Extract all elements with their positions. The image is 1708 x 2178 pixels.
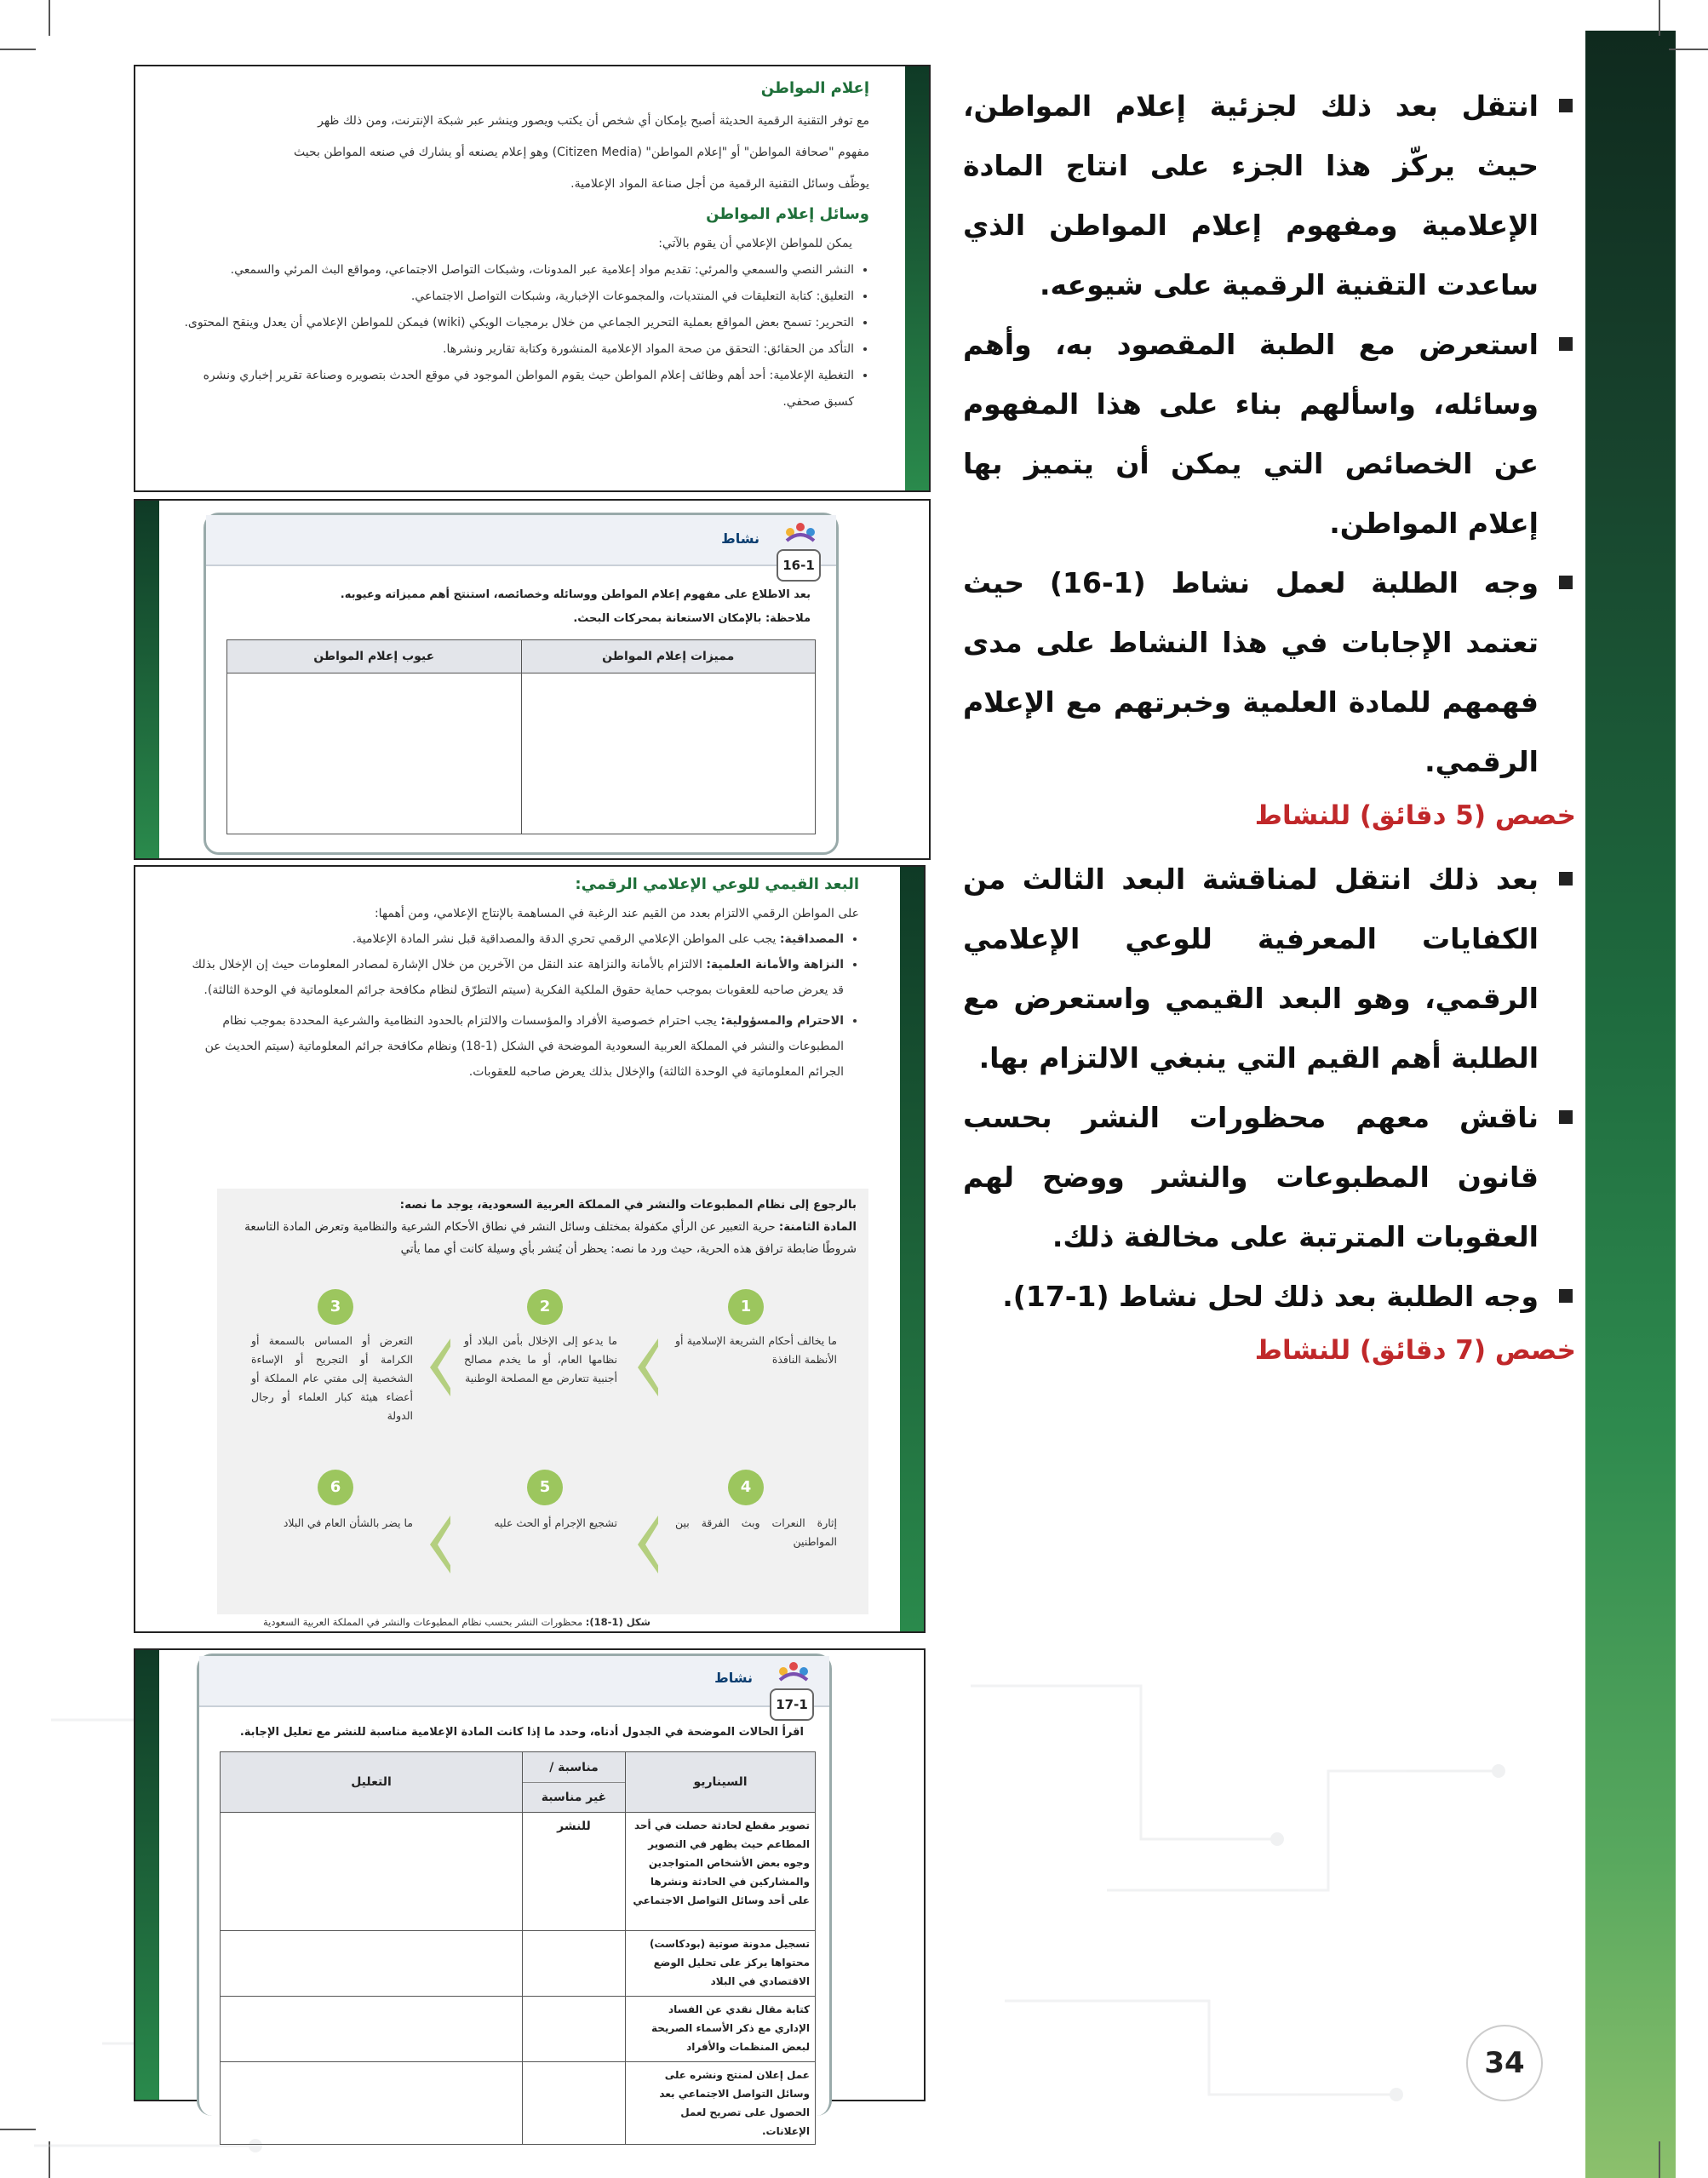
page-edge-bar [135, 501, 159, 858]
answer-cell[interactable] [523, 1931, 626, 1997]
step-number: 3 [318, 1289, 353, 1325]
textbook-excerpt-value-dimension [134, 865, 926, 1633]
page-edge-bar [905, 66, 929, 490]
prohibition-text: التعرض أو المساس بالسمعة أو الكرامة أو التجريح أو الإساءة الشخصية إلى مفتي عام المملكة أو أعضاء هيئة كبار العلماء أو رجال الدولة [251, 1334, 413, 1422]
list-item: • التغطية الإعلامية: أحد أهم وظائف إعلام المواطن حيث يقوم المواطن الموجود في موقع الحدث بتصويره وصناعة تقرير إخباري ونشره كسبق صحفي. [180, 363, 854, 416]
section-title: إعلام المواطن [760, 79, 869, 97]
note-item: وجه الطلبة لعمل نشاط (1-16) حيث تعتمد الإجابات في هذا النشاط على مدى فهمهم للمادة العلمية وخبرتهم مع الإعلام الرقمي. [963, 553, 1576, 792]
step-number: 6 [318, 1470, 353, 1505]
teacher-notes-top [963, 77, 1576, 840]
paragraph: يمكن للمواطن الإعلامي أن يقوم بالآتي: [658, 237, 852, 250]
activity-label: نشاط [721, 530, 759, 547]
answer-cell[interactable] [227, 673, 522, 834]
scenario-cell: عمل إعلان لمنتج ونشره على وسائل التواصل الاجتماعي بعد الحصول على تصريح لعمل الإعلانات. [626, 2062, 816, 2145]
prohibition-text: تشجيع الإجرام أو الحث عليه [494, 1516, 617, 1529]
time-allocation: خصص (5 دقائق) للنشاط [1254, 800, 1576, 831]
activity-note: ملاحظة: بالإمكان الاستعانة بمحركات البحث. [573, 612, 811, 625]
page-number: 34 [1466, 2025, 1543, 2101]
paragraph: يوظّف وسائل التقنية الرقمية من أجل صناعة المواد الإعلامية. [570, 177, 869, 191]
answer-cell[interactable] [521, 673, 816, 834]
page-edge-bar [900, 867, 924, 1631]
side-green-strip [1585, 31, 1676, 2178]
column-header: السيناريو [626, 1752, 816, 1813]
page-edge-bar [135, 1650, 159, 2100]
column-header: عيوب إعلام المواطن [227, 640, 522, 673]
paragraph: مع توفر التقنية الرقمية الحديثة أصبح بإمكان أي شخص أن يكتب ويصور وينشر عبر شبكة الإنترنت، ومن ذلك ظهر [318, 114, 869, 128]
activity-number: 16-1 [777, 549, 821, 582]
step-number: 5 [527, 1470, 563, 1505]
box-heading: بالرجوع إلى نظام المطبوعات والنشر في المملكة العربية السعودية، يوجد ما نصه: [399, 1198, 857, 1212]
prohibition-text: إثارة النعرات وبث الفرقة بين المواطنين [675, 1516, 837, 1548]
chevron-left-icon [638, 1516, 658, 1573]
paragraph: على المواطن الرقمي الالتزام بعدد من القيم عند الرغبة في المساهمة بالإنتاج الإعلامي، ومن أهمها: [374, 907, 859, 920]
crop-mark [49, 0, 50, 36]
note-item: ناقش معهم محظورات النشر بحسب قانون المطبوعات والنشر ووضح لهم العقوبات المترتبة على مخالفة ذلك. [963, 1088, 1576, 1267]
answer-cell[interactable] [221, 1997, 523, 2062]
activity-number: 17-1 [770, 1688, 814, 1721]
activity-instruction: اقرأ الحالات الموضحة في الجدول أدناه، وحدد ما إذا كانت المادة الإعلامية مناسبة للنشر مع تعليل الإجابة. [239, 1726, 804, 1739]
regulation-box [217, 1189, 868, 1614]
scenario-cell: تصوير مقطع لحادثة حصلت في أحد المطاعم حيث يظهر في التصوير وجوه بعض الأشخاص المتواجدين والمشاركين في الحادثة ونشرها على أحد وسائل التواصل الاجتماعي [626, 1813, 816, 1931]
list-item: • التعليق: كتابة التعليقات في المنتديات، والمجموعات الإخبارية، وشبكات التواصل الاجتماعي. [180, 284, 854, 310]
note-item: استعرض مع الطبة المقصود به، وأهم وسائله، واسألهم بناء على هذا المفهوم عن الخصائص التي يمكن أن يتميز بها إعلام المواطن. [963, 315, 1576, 553]
chevron-left-icon [430, 1516, 450, 1573]
scenario-cell: كتابة مقال نقدي عن الفساد الإداري مع ذكر الأسماء الصريحة لبعض المنظمات والأفراد [626, 1997, 816, 2062]
activity-card [197, 1654, 832, 2137]
activity-16-excerpt [134, 499, 931, 860]
time-allocation: خصص (7 دقائق) للنشاط [1254, 1335, 1576, 1366]
crop-mark [1659, 0, 1660, 36]
chevron-left-icon [638, 1338, 658, 1396]
activity-icon [775, 1659, 812, 1685]
list-item: • الاحترام والمسؤولية: يجب احترام خصوصية الأفراد والمؤسسات والالتزام بالحدود النظامية والشرعية المحددة بموجب نظام المطبوعات والنشر في المملكة العربية السعودية الموضحة في الشكل (1-18) ونظام مكافحة جرائم المعلوماتية (سيتم الحديث عن الجرائم المعلوماتية في الوحدة الثالثة) والإخلال بذلك يعرض صاحبه للعقوبات. [186, 1008, 844, 1085]
section-subtitle: وسائل إعلام المواطن [706, 205, 869, 223]
list-item: • المصداقية: يجب على المواطن الإعلامي الرقمي تحري الدقة والمصداقية قبل نشر المادة الإعلامية. [186, 926, 844, 952]
prohibition-text: ما يدعو إلى الإخلال بأمن البلاد أو نظامها العام، أو ما يخدم مصالح أجنبية تتعارض مع المصلحة الوطنية [464, 1334, 617, 1384]
list-item: • التحرير: تسمح بعض المواقع بعملية التحرير الجماعي من خلال برمجيات الويكي (wiki) فيمكن للمواطن الإعلامي أن يعدل وينقح المحتوى. [180, 310, 854, 336]
answer-cell[interactable] [523, 2062, 626, 2145]
figure-caption: شكل (1-18): محظورات النشر بحسب نظام المطبوعات والنشر في المملكة العربية السعودية [263, 1616, 651, 1628]
activity-table [226, 639, 816, 834]
column-header: التعليل [221, 1752, 523, 1813]
step-number: 4 [728, 1470, 764, 1505]
scenario-cell: تسجيل مدونة صوتية (بودكاست) محتواها يركز على تحليل الوضع الاقتصادي في البلاد [626, 1931, 816, 1997]
crop-mark [0, 49, 36, 50]
activity-17-excerpt [134, 1648, 926, 2137]
activity-card [203, 513, 839, 855]
note-item: انتقل بعد ذلك لجزئية إعلام المواطن، حيث يركّز هذا الجزء على انتاج المادة الإعلامية ومفهوم إعلام المواطن الذي ساعدت التقنية الرقمية على شيوعه. [963, 77, 1576, 315]
answer-cell[interactable] [221, 1813, 523, 1931]
teacher-notes-bottom [963, 850, 1576, 1374]
prohibition-text: ما يخالف أحكام الشريعة الإسلامية أو الأنظمة النافذة [675, 1334, 837, 1366]
activity-label: نشاط [714, 1670, 753, 1686]
paragraph: مفهوم "صحافة المواطن" أو "إعلام المواطن" (Citizen Media) وهو إعلام يصنعه أو يشارك في صنعه المواطن بحيث [294, 146, 869, 159]
column-header: مميزات إعلام المواطن [521, 640, 816, 673]
step-number: 2 [527, 1289, 563, 1325]
step-number: 1 [728, 1289, 764, 1325]
prohibition-text: ما يضر بالشأن العام في البلاد [283, 1516, 413, 1529]
list-item: • النشر النصي والسمعي والمرئي: تقديم مواد إعلامية عبر المدونات، وشبكات التواصل الاجتماعي، ومواقع البث المرئي والسمعي. [180, 257, 854, 284]
crop-mark [1669, 49, 1708, 50]
activity-instruction: بعد الاطلاع على مفهوم إعلام المواطن ووسائله وخصائصه، استنتج أهم مميزاته وعيوبه. [340, 588, 811, 601]
answer-cell[interactable] [221, 1931, 523, 1997]
list-item: • التأكد من الحقائق: التحقق من صحة المواد الإعلامية المنشورة وكتابة تقارير ونشرها. [180, 336, 854, 363]
answer-cell[interactable] [523, 1997, 626, 2062]
box-text: المادة الثامنة: حرية التعبير عن الرأي مكفولة بمختلف وسائل النشر في نطاق الأحكام الشرعية والنظامية وتعرض المادة التاسعة شروطًا ضابطة ترافق هذه الحرية، حيث ورد ما نصه: يحظر أن يُنشر بأي وسيلة كانت أي مما يأتي [244, 1220, 857, 1256]
list-item: • النزاهة والأمانة العلمية: الالتزام بالأمانة والنزاهة عند النقل من الآخرين من خلال الإشارة لمصادر المعلومات حيث إن الإخلال بذلك قد يعرض صاحبه للعقوبات بموجب حماية حقوق الملكية الفكرية (سيتم التطرّق لنظام مكافحة جرائم المعلوماتية في الوحدة الثالثة). [186, 952, 844, 1003]
note-item: بعد ذلك انتقل لمناقشة البعد الثالث من الكفايات المعرفية للوعي الإعلامي الرقمي، وهو البعد القيمي واستعرض مع الطلبة أهم القيم التي ينبغي الالتزام بها. [963, 850, 1576, 1088]
textbook-excerpt-citizen-media [134, 65, 931, 492]
scenario-table [220, 1751, 816, 2145]
answer-cell[interactable] [221, 2062, 523, 2145]
chevron-left-icon [430, 1338, 450, 1396]
crop-mark [1659, 2141, 1660, 2178]
column-header-suitability: مناسبة / غير مناسبة للنشر [523, 1752, 626, 1813]
activity-icon [782, 520, 819, 546]
note-item: وجه الطلبة بعد ذلك لحل نشاط (1-17). [963, 1267, 1576, 1327]
section-title: البعد القيمي للوعي الإعلامي الرقمي: [575, 875, 859, 893]
